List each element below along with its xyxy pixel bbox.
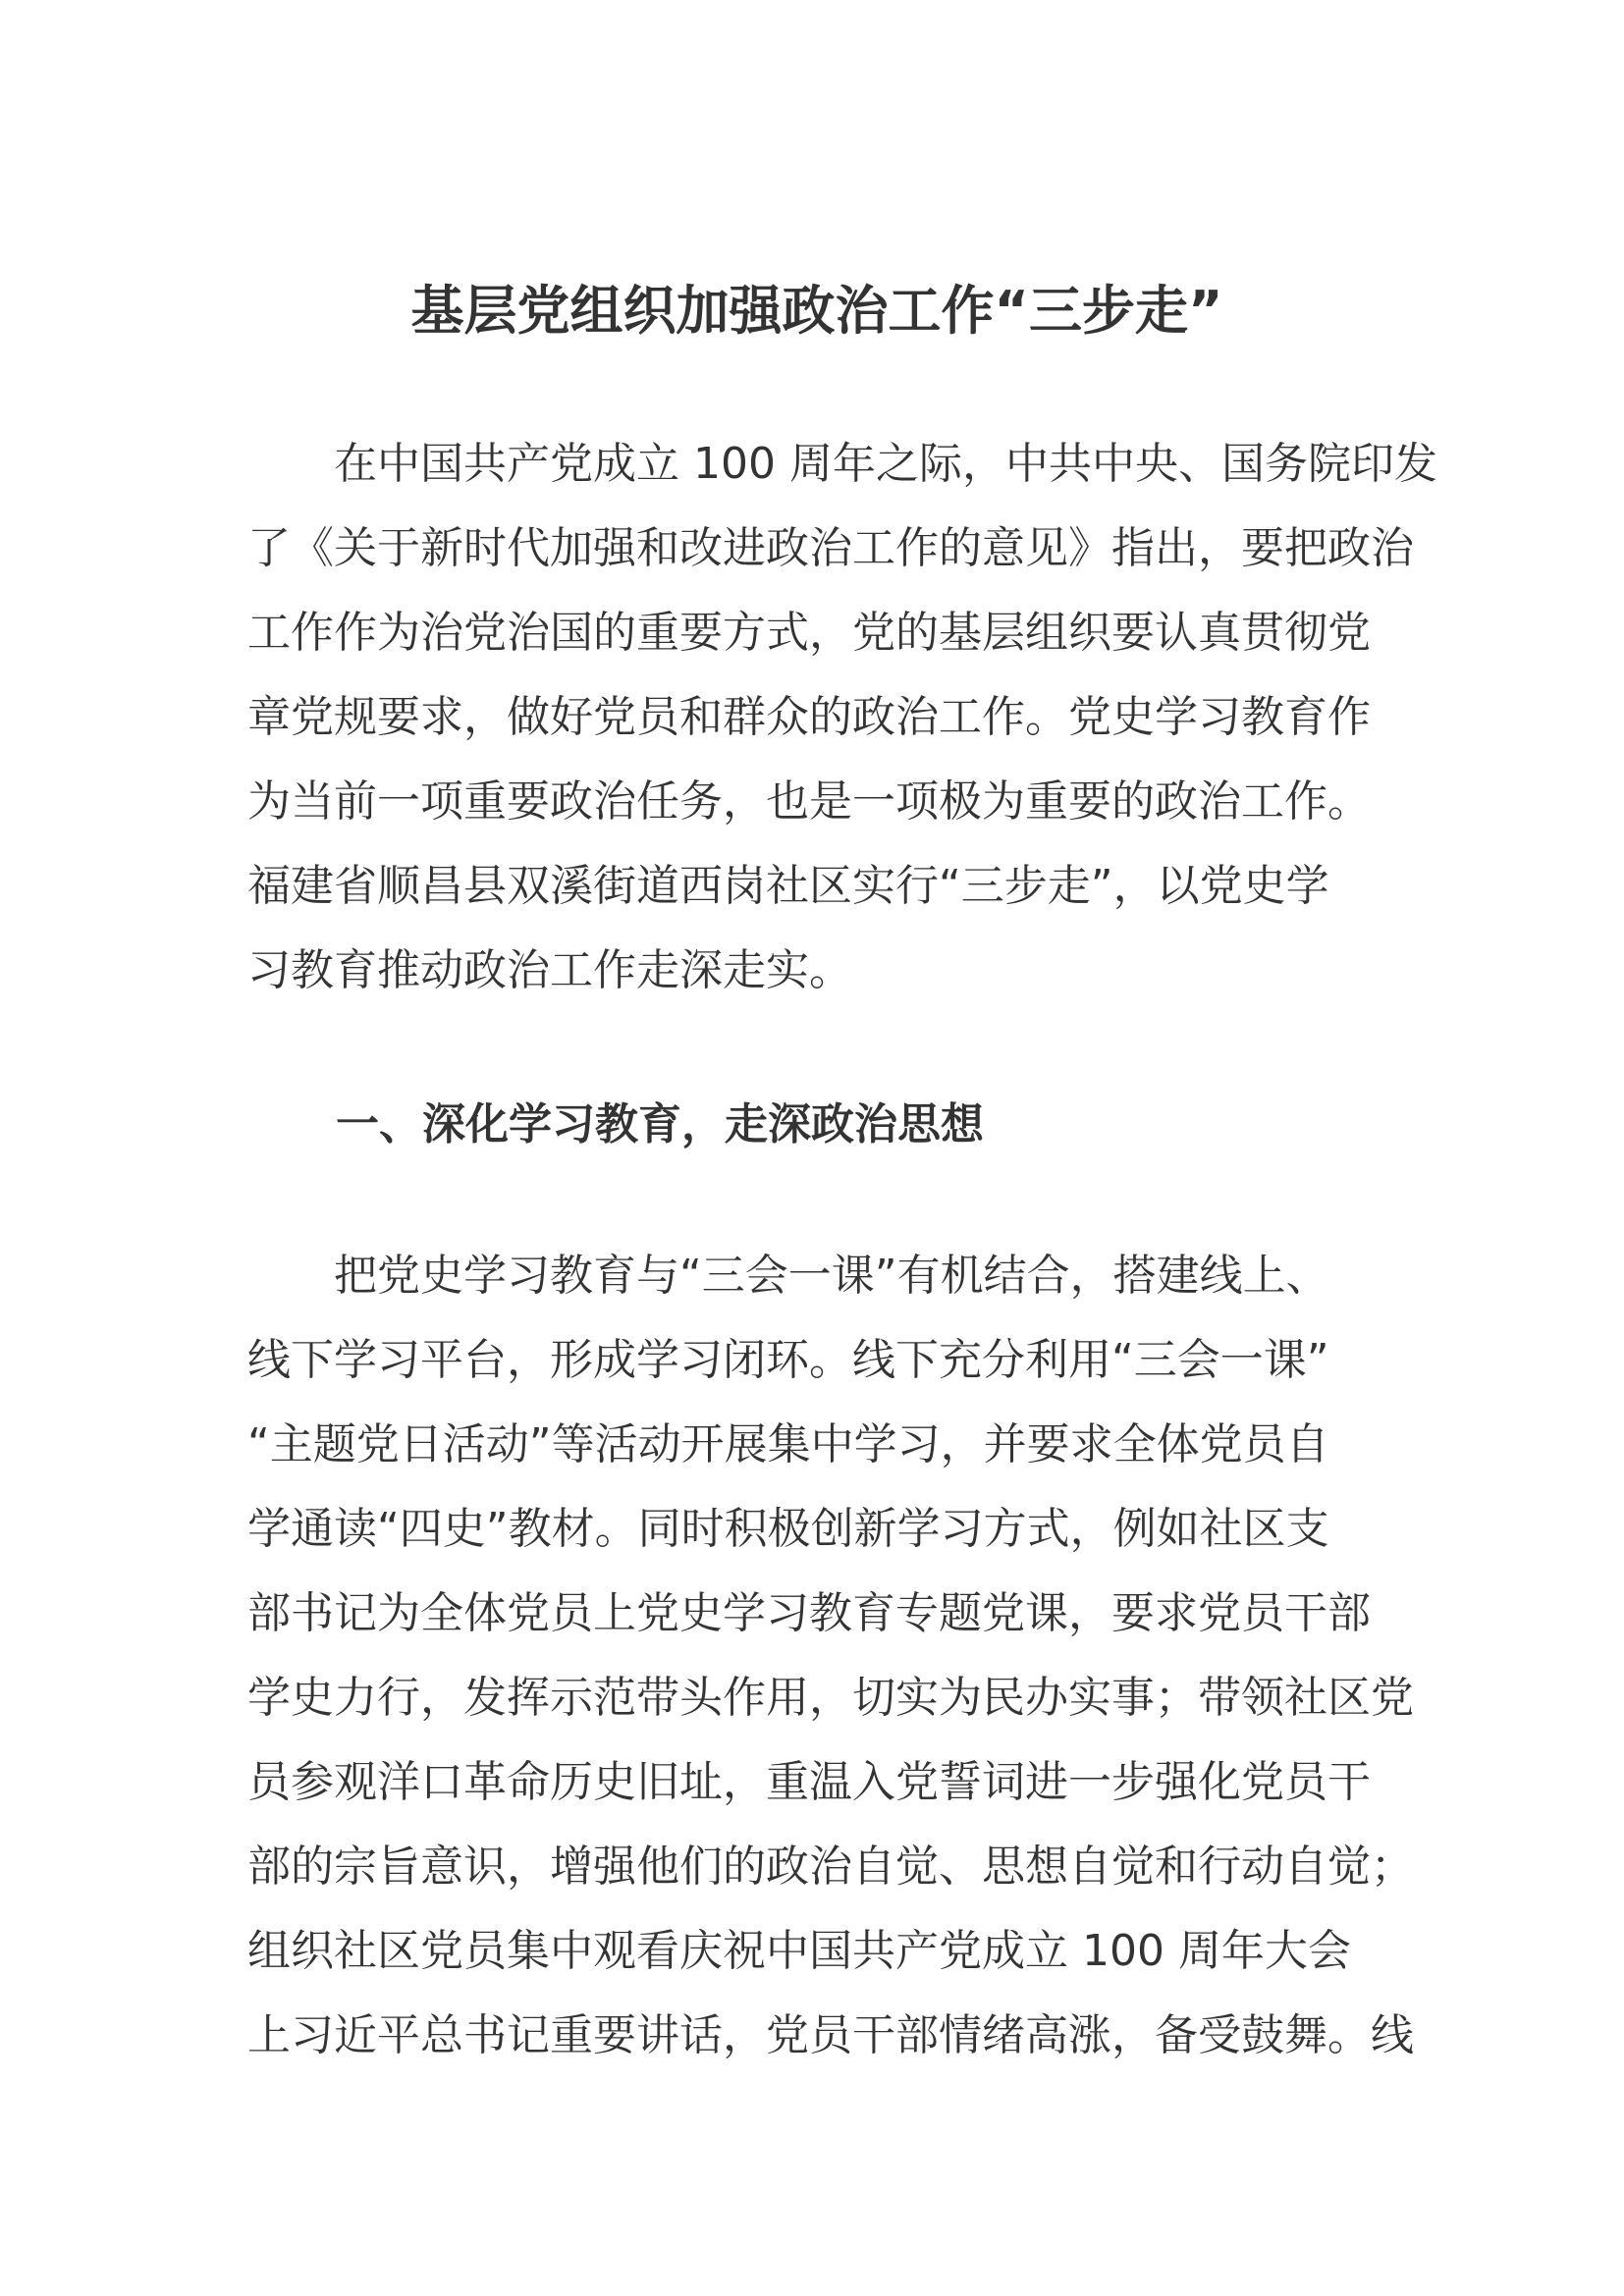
- paragraph-line: 了《关于新时代加强和改进政治工作的意见》指出，要把政治: [247, 523, 1414, 573]
- paragraph-line: 部书记为全体党员上党史学习教育专题党课，要求党员干部: [247, 1588, 1371, 1638]
- paragraph-line: 章党规要求，做好党员和群众的政治工作。党史学习教育作: [247, 692, 1371, 742]
- section-heading: 一、深化学习教育，走深政治思想: [336, 1099, 984, 1149]
- paragraph-line: 学通读“四史”教材。同时积极创新学习方式，例如社区支: [247, 1504, 1329, 1554]
- paragraph-line: 工作作为治党治国的重要方式，党的基层组织要认真贯彻党: [247, 608, 1371, 658]
- paragraph-line: 在中国共产党成立 100 周年之际，中共中央、国务院印发: [247, 439, 1437, 489]
- section-paragraph: [247, 1234, 1414, 2078]
- paragraph-line: 学史力行，发挥示范带头作用，切实为民办实事；带领社区党: [247, 1673, 1414, 1723]
- paragraph-line: 部的宗旨意识，增强他们的政治自觉、思想自觉和行动自觉；: [247, 1842, 1414, 1892]
- paragraph-line: 福建省顺昌县双溪街道西岗社区实行“三步走”，以党史学: [247, 861, 1329, 911]
- paragraph-line: 把党史学习教育与“三会一课”有机结合，搭建线上、: [247, 1251, 1329, 1301]
- paragraph-line: 上习近平总书记重要讲话，党员干部情绪高涨，备受鼓舞。线: [247, 2010, 1414, 2060]
- paragraph-line: 组织社区党员集中观看庆祝中国共产党成立 100 周年大会: [247, 1926, 1351, 1976]
- paragraph-line: “主题党日活动”等活动开展集中学习，并要求全体党员自: [247, 1419, 1329, 1469]
- paragraph-line: 为当前一项重要政治任务，也是一项极为重要的政治工作。: [247, 776, 1371, 827]
- paragraph-line: 员参观洋口革命历史旧址，重温入党誓词进一步强化党员干: [247, 1757, 1371, 1807]
- paragraph-line: 习教育推动政治工作走深走实。: [247, 945, 852, 995]
- intro-paragraph: [247, 422, 1437, 1013]
- paragraph-line: 线下学习平台，形成学习闭环。线下充分利用“三会一课”: [247, 1335, 1329, 1385]
- document-title: 基层党组织加强政治工作“三步走”: [410, 280, 1223, 342]
